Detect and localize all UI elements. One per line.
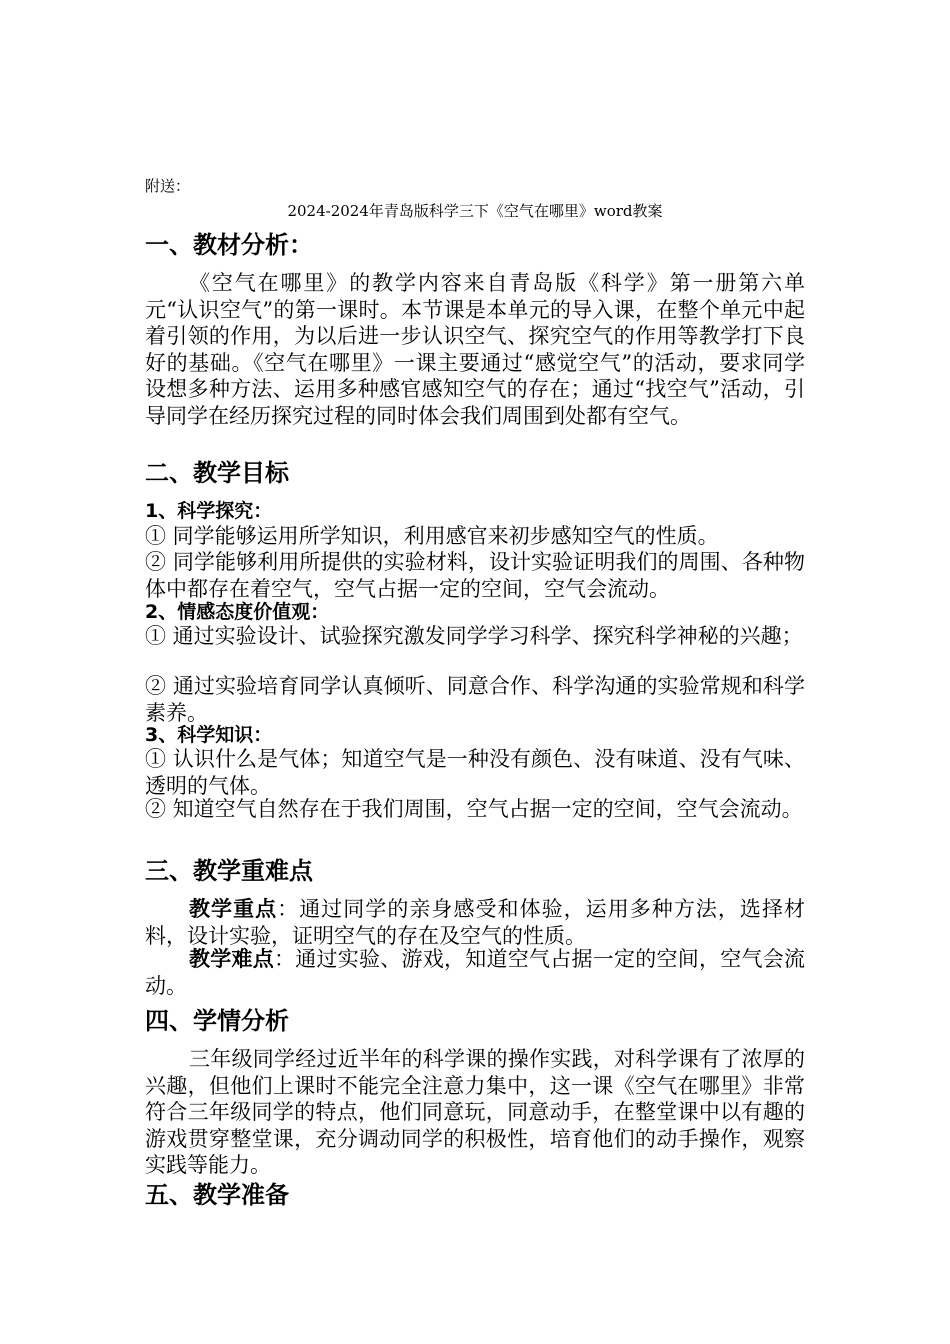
knowledge-item-1: ① 认识什么是气体；知道空气是一种没有颜色、没有味道、没有气味、透明的气体。	[145, 747, 805, 798]
document-title: 2024-2024年青岛版科学三下《空气在哪里》word教案	[287, 202, 663, 220]
student-analysis-paragraph: 三年级同学经过近半年的科学课的操作实践，对科学课有了浓厚的兴趣，但他们上课时不能完全注意力集中，这一课《空气在哪里》非常符合三年级同学的特点，他们同意玩，同意动手，在整堂课中以有趣的游戏贯穿整堂课，充分调动同学的积极性，培育他们的动手操作，观察实践等能力。	[145, 1047, 805, 1177]
difficult-point-text: ：通过实验、游戏，知道空气占据一定的空间，空气会流动。	[145, 947, 805, 998]
subheading-attitude-values: 2、情感态度价值观：	[145, 601, 330, 623]
key-point-text: ：通过同学的亲身感受和体验，运用多种方法，选择材料，设计实验，证明空气的存在及空气的性质。	[145, 897, 806, 948]
difficult-point-label: 教学难点	[189, 947, 274, 971]
inquiry-item-1: ① 同学能够运用所学知识，利用感官来初步感知空气的性质。	[145, 524, 719, 548]
section-heading-teaching-preparation: 五、教学准备	[145, 1181, 289, 1209]
section-heading-key-difficult-points: 三、教学重难点	[145, 857, 313, 885]
subheading-science-inquiry: 1、科学探究：	[145, 500, 273, 522]
key-point-label: 教学重点	[189, 897, 278, 921]
section-heading-teaching-goals: 二、教学目标	[145, 459, 289, 487]
difficult-point-paragraph	[145, 946, 805, 999]
textbook-analysis-paragraph: 《空气在哪里》的教学内容来自青岛版《科学》第一册第六单元“认识空气”的第一课时。本节课是本单元的导入课，在整个单元中起着引领的作用，为以后进一步认识空气、探究空气的作用等教学打下良好的基础。《空气在哪里》一课主要通过“感觉空气”的活动，要求同学设想多种方法、运用多种感官感知空气的存在；通过“找空气”活动，引导同学在经历探究过程的同时体会我们周围到处都有空气。	[145, 271, 805, 428]
attitude-item-2: ② 通过实验培育同学认真倾听、同意合作、科学沟通的实验常规和科学素养。	[145, 674, 805, 725]
attachment-note: 附送：	[145, 177, 191, 195]
section-heading-textbook-analysis: 一、教材分析：	[145, 231, 313, 259]
subheading-science-knowledge: 3、科学知识：	[145, 724, 273, 746]
attitude-item-1: ① 通过实验设计、试验探究激发同学学习科学、探究科学神秘的兴趣；	[145, 624, 803, 648]
section-heading-student-analysis: 四、学情分析	[145, 1007, 289, 1035]
key-point-paragraph	[145, 896, 805, 949]
knowledge-item-2: ② 知道空气自然存在于我们周围，空气占据一定的空间，空气会流动。	[145, 797, 803, 821]
inquiry-item-2: ② 同学能够利用所提供的实验材料，设计实验证明我们的周围、各种物体中都存在着空气，空气占据一定的空间，空气会流动。	[145, 550, 805, 601]
